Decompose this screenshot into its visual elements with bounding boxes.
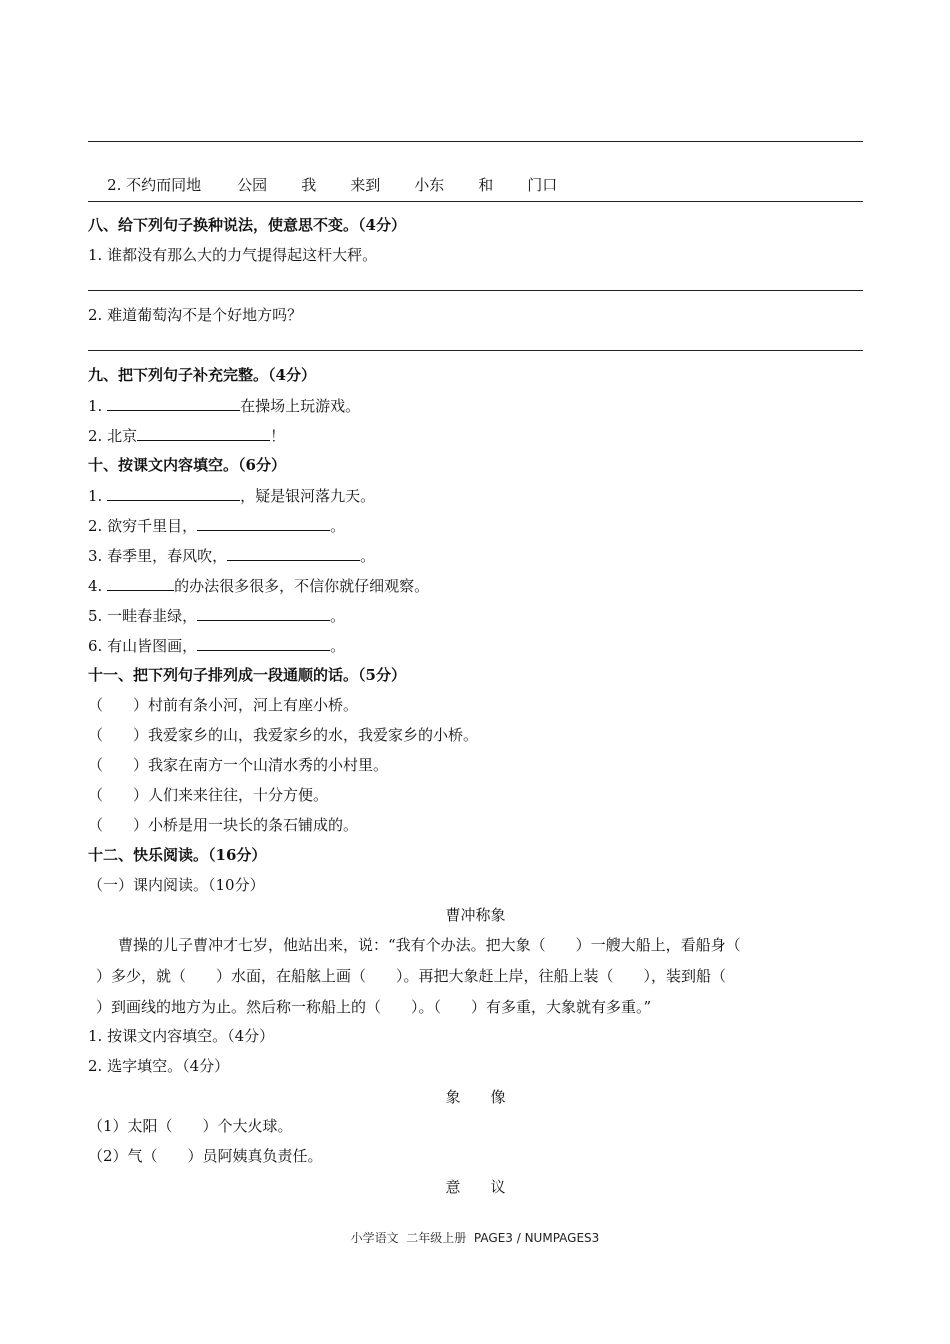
answer-line [88, 350, 863, 351]
text: 。 [330, 607, 346, 625]
passage-line: ）多少，就（ ）水面，在船舷上画（ ）。再把大象赶上岸，往船上装（ ），装到船（ [96, 967, 727, 985]
section-9-title: 九、把下列句子补充完整。（4分） [88, 366, 316, 384]
section-8-title: 八、给下列句子换种说法，使意思不变。（4分） [88, 216, 406, 234]
word: 和 [478, 176, 494, 194]
text: 。 [330, 637, 346, 655]
s10-question-4 [88, 575, 429, 596]
char-choice-1: 象 像 [445, 1088, 506, 1106]
word-list [237, 176, 591, 194]
s11-item: （ ）村前有条小河，河上有座小桥。 [88, 696, 359, 714]
answer-line [88, 290, 863, 291]
s12-subsection-1: （一）课内阅读。（10分） [88, 876, 265, 894]
text: 1. [88, 487, 108, 505]
text: 。 [330, 517, 346, 535]
passage-line: ）到画线的地方为止。然后称一称船上的（ ）。（ ）有多重，大象就有多重。” [96, 998, 652, 1016]
answer-line [88, 201, 863, 202]
s9-question-1 [88, 395, 360, 416]
text: 3. 春季里，春风吹， [88, 547, 228, 565]
s7-question-2 [88, 155, 591, 215]
word: 小东 [414, 176, 445, 194]
fill-blank[interactable] [137, 425, 270, 441]
s9-question-2 [88, 425, 285, 446]
text: 5. 一畦春韭绿， [88, 607, 198, 625]
fill-blank[interactable] [197, 635, 330, 651]
passage-title: 曹冲称象 [445, 906, 506, 924]
s10-question-5 [88, 605, 345, 626]
s10-question-6 [88, 635, 345, 656]
word: 我 [301, 176, 317, 194]
fill-blank[interactable] [197, 515, 330, 531]
page-footer: 小学语文 二年级上册 PAGE3 / NUMPAGES3 [350, 1231, 600, 1245]
section-12-title: 十二、快乐阅读。（16分） [88, 846, 267, 864]
answer-line [88, 141, 863, 142]
text: 2. 北京 [88, 427, 138, 445]
s11-item: （ ）我爱家乡的山，我爱家乡的水，我爱家乡的小桥。 [88, 726, 479, 744]
s8-question-2: 2. 难道葡萄沟不是个好地方吗？ [88, 306, 303, 324]
fill-blank[interactable] [107, 575, 174, 591]
word: 来到 [350, 176, 381, 194]
choice-sentence: （1）太阳（ ）个大火球。 [88, 1117, 293, 1135]
s12-question-2: 2. 选字填空。（4分） [88, 1057, 230, 1075]
text: 1. [88, 397, 108, 415]
s10-question-1 [88, 485, 375, 506]
question-text: 2. 不约而同地 [107, 176, 202, 194]
choice-sentence: （2）气（ ）员阿姨真负责任。 [88, 1147, 323, 1165]
fill-blank[interactable] [107, 395, 240, 411]
section-11-title: 十一、把下列句子排列成一段通顺的话。（5分） [88, 666, 406, 684]
text: ！ [270, 427, 286, 445]
s11-item: （ ）我家在南方一个山清水秀的小村里。 [88, 756, 389, 774]
s10-question-2 [88, 515, 345, 536]
fill-blank[interactable] [197, 605, 330, 621]
text: 6. 有山皆图画， [88, 637, 198, 655]
passage-line: 曹操的儿子曹冲才七岁，他站出来，说：“我有个办法。把大象（ ）一艘大船上，看船身（ [88, 936, 741, 954]
s8-question-1: 1. 谁都没有那么大的力气提得起这杆大秤。 [88, 246, 378, 264]
text: 。 [360, 547, 376, 565]
char-choice-2: 意 议 [445, 1178, 506, 1196]
s10-question-3 [88, 545, 375, 566]
fill-blank[interactable] [107, 485, 240, 501]
text: ，疑是银河落九天。 [240, 487, 376, 505]
s11-item: （ ）小桥是用一块长的条石铺成的。 [88, 816, 359, 834]
s11-item: （ ）人们来来往往，十分方便。 [88, 786, 329, 804]
word: 公园 [237, 176, 268, 194]
word: 门口 [527, 176, 558, 194]
text: 2. 欲穷千里目， [88, 517, 198, 535]
s12-question-1: 1. 按课文内容填空。（4分） [88, 1027, 275, 1045]
section-10-title: 十、按课文内容填空。（6分） [88, 456, 286, 474]
text: 的办法很多很多，不信你就仔细观察。 [174, 577, 430, 595]
fill-blank[interactable] [227, 545, 360, 561]
text: 在操场上玩游戏。 [240, 397, 361, 415]
text: 4. [88, 577, 108, 595]
